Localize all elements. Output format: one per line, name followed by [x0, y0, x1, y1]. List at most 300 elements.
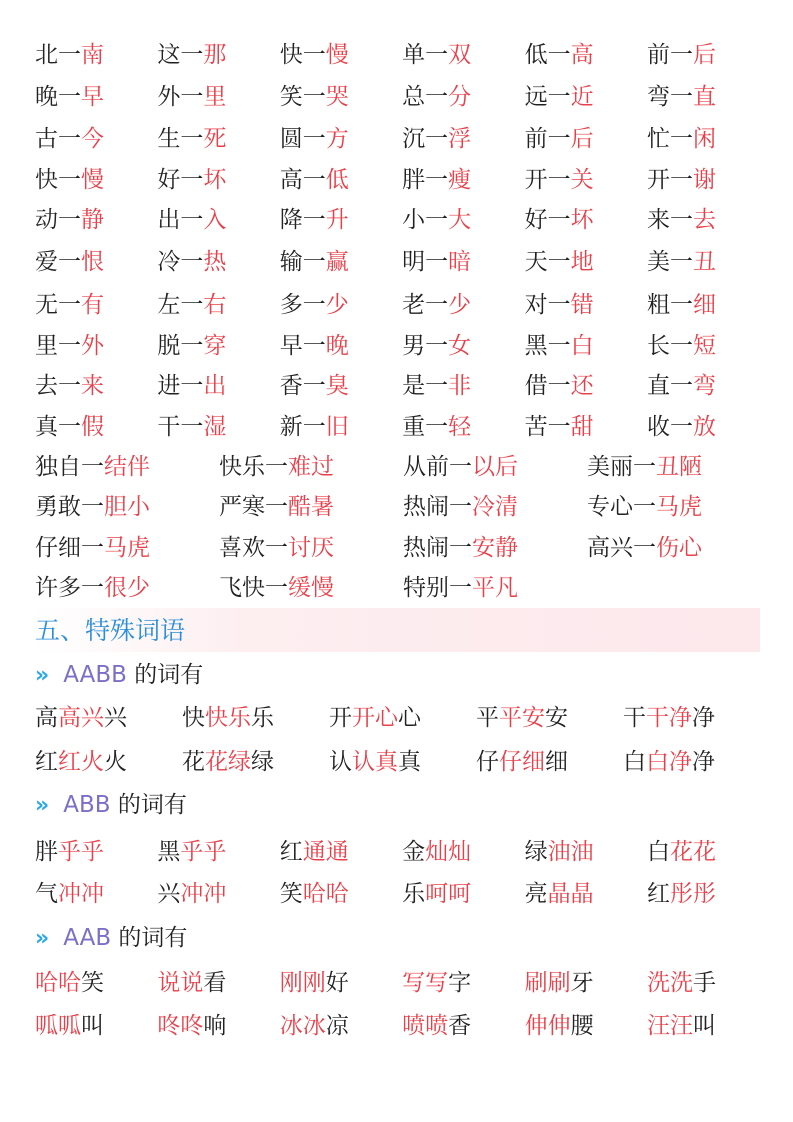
- base-text: 这一: [157, 42, 204, 68]
- word-item: [35, 492, 219, 522]
- word-item: [280, 412, 402, 442]
- word-item: [329, 747, 476, 777]
- base-text: 牙: [570, 970, 594, 996]
- highlight-text: 通通: [302, 839, 349, 865]
- base-text: 乐: [402, 881, 426, 907]
- highlight-text: 谢: [692, 167, 716, 193]
- base-text: 热闹一: [403, 494, 472, 520]
- word-item: [402, 1011, 524, 1041]
- pattern-label: AABB: [63, 662, 127, 688]
- word-item: [402, 371, 524, 401]
- highlight-text: 晶晶: [547, 881, 594, 907]
- word-item: [280, 82, 402, 112]
- chevron-icon: »: [35, 926, 50, 951]
- base-text: 亮: [524, 881, 548, 907]
- word-item: [402, 879, 524, 909]
- base-text: 胖一: [402, 167, 449, 193]
- base-text: 降一: [279, 207, 326, 233]
- word-item: [525, 1011, 647, 1041]
- base-text: 收一: [646, 414, 693, 440]
- word-item: [402, 331, 524, 361]
- word-item: [329, 703, 476, 733]
- word-item: [647, 331, 769, 361]
- word-item: [280, 290, 402, 320]
- base-text: 高兴一: [587, 535, 656, 561]
- highlight-text: 很少: [104, 575, 150, 601]
- word-row: [35, 879, 769, 909]
- highlight-text: 乎乎: [180, 839, 227, 865]
- highlight-text: 刚刚: [279, 970, 326, 996]
- word-item: [157, 371, 279, 401]
- base-text: 快乐一: [219, 454, 288, 480]
- word-item: [647, 879, 769, 909]
- base-text: 字: [448, 970, 472, 996]
- base-text: 生一: [157, 126, 204, 152]
- highlight-text: 丑: [692, 249, 716, 275]
- highlight-text: 难过: [288, 454, 334, 480]
- word-row: [35, 124, 769, 154]
- word-item: [402, 205, 524, 235]
- word-item: [647, 290, 769, 320]
- base-text: 天一: [524, 249, 571, 275]
- base-text: 花: [182, 749, 205, 775]
- base-text: 单一: [402, 42, 449, 68]
- word-item: [280, 205, 402, 235]
- word-row: [35, 573, 587, 603]
- word-item: [157, 82, 279, 112]
- base-text: 高: [35, 705, 58, 731]
- highlight-text: 细: [692, 292, 716, 318]
- word-item: [157, 1011, 279, 1041]
- word-row: [35, 82, 769, 112]
- highlight-text: 错: [570, 292, 594, 318]
- base-text: 手: [692, 970, 716, 996]
- word-item: [157, 124, 279, 154]
- word-item: [280, 165, 402, 195]
- highlight-text: 直: [692, 84, 716, 110]
- highlight-text: 冰冰: [279, 1013, 326, 1039]
- base-text: 真: [398, 749, 421, 775]
- base-text: 新一: [279, 414, 326, 440]
- word-item: [525, 371, 647, 401]
- base-text: 独自一: [35, 454, 104, 480]
- base-text: 小一: [402, 207, 449, 233]
- word-item: [402, 837, 524, 867]
- highlight-text: 以后: [472, 454, 518, 480]
- base-text: 沉一: [402, 126, 449, 152]
- highlight-text: 红火: [58, 749, 104, 775]
- word-item: [402, 40, 524, 70]
- word-item: [35, 40, 157, 70]
- highlight-text: 油油: [547, 839, 594, 865]
- base-text: 凉: [325, 1013, 349, 1039]
- base-text: 响: [203, 1013, 227, 1039]
- word-item: [403, 573, 587, 603]
- word-item: [35, 247, 157, 277]
- word-item: [35, 879, 157, 909]
- word-item: [402, 165, 524, 195]
- base-text: 总一: [402, 84, 449, 110]
- word-item: [35, 837, 157, 867]
- base-text: 乐: [251, 705, 274, 731]
- highlight-text: 非: [448, 373, 472, 399]
- word-item: [157, 205, 279, 235]
- word-item: [157, 879, 279, 909]
- word-item: [647, 837, 769, 867]
- base-text: 黑: [157, 839, 181, 865]
- highlight-text: 伸伸: [524, 1013, 571, 1039]
- word-item: [647, 82, 769, 112]
- base-text: 圆一: [279, 126, 326, 152]
- base-text: 快: [182, 705, 205, 731]
- word-row: [35, 492, 771, 522]
- word-item: [403, 492, 587, 522]
- word-item: [35, 205, 157, 235]
- highlight-text: 出: [203, 373, 227, 399]
- highlight-text: 甜: [570, 414, 594, 440]
- base-text: 粗一: [646, 292, 693, 318]
- word-row: [35, 533, 771, 563]
- word-item: [280, 124, 402, 154]
- highlight-text: 死: [203, 126, 227, 152]
- base-text: 绿: [251, 749, 274, 775]
- highlight-text: 去: [692, 207, 716, 233]
- base-text: 北一: [35, 42, 81, 68]
- highlight-text: 结伴: [104, 454, 150, 480]
- highlight-text: 讨厌: [288, 535, 334, 561]
- base-text: 多一: [279, 292, 326, 318]
- highlight-text: 咚咚: [157, 1013, 204, 1039]
- word-row: [35, 371, 769, 401]
- highlight-text: 平安: [499, 705, 545, 731]
- highlight-text: 洗洗: [646, 970, 693, 996]
- highlight-text: 慢: [325, 42, 349, 68]
- highlight-text: 白净: [646, 749, 692, 775]
- base-text: 好一: [524, 207, 571, 233]
- base-text: 对一: [524, 292, 571, 318]
- base-text: 净: [692, 705, 715, 731]
- word-item: [35, 573, 219, 603]
- word-item: [219, 492, 403, 522]
- highlight-text: 穿: [203, 333, 227, 359]
- base-text: 许多一: [35, 575, 104, 601]
- base-text: 重一: [402, 414, 449, 440]
- base-text: 古一: [35, 126, 81, 152]
- word-row: [35, 331, 769, 361]
- highlight-text: 哈哈: [35, 970, 81, 996]
- base-text: 高一: [279, 167, 326, 193]
- highlight-text: 花绿: [205, 749, 251, 775]
- highlight-text: 分: [448, 84, 472, 110]
- highlight-text: 安静: [472, 535, 518, 561]
- word-item: [219, 452, 403, 482]
- subsection-header: [35, 790, 187, 821]
- highlight-text: 臭: [325, 373, 349, 399]
- word-item: [35, 331, 157, 361]
- highlight-text: 彤彤: [669, 881, 716, 907]
- highlight-text: 汪汪: [646, 1013, 693, 1039]
- base-text: 细: [545, 749, 568, 775]
- word-item: [525, 40, 647, 70]
- base-text: 开一: [646, 167, 693, 193]
- word-item: [402, 82, 524, 112]
- subsection-header: [35, 660, 203, 691]
- highlight-text: 花花: [669, 839, 716, 865]
- base-text: 红: [646, 881, 670, 907]
- word-item: [525, 837, 647, 867]
- base-text: 来一: [646, 207, 693, 233]
- highlight-text: 伤心: [656, 535, 702, 561]
- highlight-text: 后: [570, 126, 594, 152]
- base-text: 借一: [524, 373, 571, 399]
- word-item: [280, 331, 402, 361]
- base-text: 净: [692, 749, 715, 775]
- highlight-text: 低: [325, 167, 349, 193]
- base-text: 输一: [279, 249, 326, 275]
- base-text: 笑: [279, 881, 303, 907]
- highlight-text: 开心: [352, 705, 398, 731]
- highlight-text: 酷暑: [288, 494, 334, 520]
- base-text: 冷一: [157, 249, 204, 275]
- highlight-text: 呱呱: [35, 1013, 81, 1039]
- base-text: 认: [329, 749, 352, 775]
- highlight-text: 假: [81, 414, 104, 440]
- word-item: [525, 290, 647, 320]
- word-item: [182, 703, 329, 733]
- highlight-text: 坏: [203, 167, 227, 193]
- word-item: [157, 837, 279, 867]
- word-row: [35, 747, 770, 777]
- word-item: [280, 1011, 402, 1041]
- base-text: 美丽一: [587, 454, 656, 480]
- word-row: [35, 290, 769, 320]
- word-item: [35, 412, 157, 442]
- highlight-text: 南: [81, 42, 104, 68]
- word-item: [647, 247, 769, 277]
- word-item: [157, 40, 279, 70]
- highlight-text: 丑陋: [656, 454, 702, 480]
- pattern-label: ABB: [63, 792, 111, 818]
- base-text: 仔细一: [35, 535, 104, 561]
- word-item: [525, 165, 647, 195]
- chevron-icon: »: [35, 663, 50, 688]
- word-item: [623, 747, 770, 777]
- highlight-text: 热: [203, 249, 227, 275]
- highlight-text: 后: [692, 42, 716, 68]
- highlight-text: 冲冲: [180, 881, 227, 907]
- word-row: [35, 40, 769, 70]
- base-text: 弯一: [646, 84, 693, 110]
- word-item: [157, 412, 279, 442]
- base-text: 特别一: [403, 575, 472, 601]
- highlight-text: 胆小: [104, 494, 150, 520]
- word-item: [525, 124, 647, 154]
- base-text: 左一: [157, 292, 204, 318]
- base-text: 开: [329, 705, 352, 731]
- base-text: 明一: [402, 249, 449, 275]
- word-row: [35, 412, 769, 442]
- base-text: 男一: [402, 333, 449, 359]
- highlight-text: 干净: [646, 705, 692, 731]
- word-row: [35, 247, 769, 277]
- base-text: 晚一: [35, 84, 81, 110]
- highlight-text: 赢: [325, 249, 349, 275]
- highlight-text: 平凡: [472, 575, 518, 601]
- base-text: 绿: [524, 839, 548, 865]
- base-text: 白: [623, 749, 646, 775]
- word-row: [35, 205, 769, 235]
- subsection-suffix: 的词有: [126, 662, 204, 688]
- highlight-text: 今: [81, 126, 104, 152]
- word-item: [280, 968, 402, 998]
- word-item: [476, 747, 623, 777]
- word-item: [280, 879, 402, 909]
- word-item: [35, 371, 157, 401]
- highlight-text: 还: [570, 373, 594, 399]
- base-text: 叫: [81, 1013, 104, 1039]
- word-item: [182, 747, 329, 777]
- word-item: [157, 331, 279, 361]
- highlight-text: 地: [570, 249, 594, 275]
- word-item: [587, 452, 771, 482]
- base-text: 心: [398, 705, 421, 731]
- highlight-text: 快乐: [205, 705, 251, 731]
- highlight-text: 大: [448, 207, 472, 233]
- word-item: [35, 290, 157, 320]
- word-item: [157, 290, 279, 320]
- highlight-text: 入: [203, 207, 227, 233]
- word-item: [525, 879, 647, 909]
- base-text: 气: [35, 881, 58, 907]
- word-item: [157, 968, 279, 998]
- base-text: 外一: [157, 84, 204, 110]
- base-text: 动一: [35, 207, 81, 233]
- highlight-text: 静: [81, 207, 104, 233]
- word-item: [35, 1011, 157, 1041]
- word-item: [403, 452, 587, 482]
- word-item: [35, 124, 157, 154]
- subsection-suffix: 的词有: [110, 792, 187, 818]
- word-item: [280, 837, 402, 867]
- word-row: [35, 837, 769, 867]
- highlight-text: 白: [570, 333, 594, 359]
- base-text: 安: [545, 705, 568, 731]
- base-text: 快一: [35, 167, 81, 193]
- word-item: [280, 247, 402, 277]
- highlight-text: 瘦: [448, 167, 472, 193]
- word-item: [647, 1011, 769, 1041]
- word-item: [647, 124, 769, 154]
- highlight-text: 放: [692, 414, 716, 440]
- highlight-text: 来: [81, 373, 104, 399]
- word-item: [647, 412, 769, 442]
- word-item: [525, 205, 647, 235]
- base-text: 仔: [476, 749, 499, 775]
- word-item: [35, 747, 182, 777]
- highlight-text: 高兴: [58, 705, 104, 731]
- word-item: [525, 412, 647, 442]
- highlight-text: 暗: [448, 249, 472, 275]
- word-item: [35, 165, 157, 195]
- base-text: 干一: [157, 414, 204, 440]
- base-text: 腰: [570, 1013, 594, 1039]
- highlight-text: 双: [448, 42, 472, 68]
- word-item: [525, 968, 647, 998]
- base-text: 严寒一: [219, 494, 288, 520]
- base-text: 开一: [524, 167, 571, 193]
- word-item: [402, 968, 524, 998]
- word-item: [525, 247, 647, 277]
- highlight-text: 哈哈: [302, 881, 349, 907]
- base-text: 干: [623, 705, 646, 731]
- base-text: 飞快一: [219, 575, 288, 601]
- highlight-text: 少: [325, 292, 349, 318]
- base-text: 忙一: [646, 126, 693, 152]
- highlight-text: 马虎: [656, 494, 702, 520]
- word-item: [157, 165, 279, 195]
- base-text: 火: [104, 749, 127, 775]
- highlight-text: 右: [203, 292, 227, 318]
- base-text: 前一: [646, 42, 693, 68]
- base-text: 兴: [104, 705, 127, 731]
- base-text: 低一: [524, 42, 571, 68]
- word-item: [647, 371, 769, 401]
- word-item: [525, 331, 647, 361]
- highlight-text: 认真: [352, 749, 398, 775]
- base-text: 胖: [35, 839, 58, 865]
- highlight-text: 冷清: [472, 494, 518, 520]
- base-text: 白: [646, 839, 670, 865]
- highlight-text: 写写: [402, 970, 449, 996]
- base-text: 美一: [646, 249, 693, 275]
- highlight-text: 慢: [81, 167, 104, 193]
- highlight-text: 喷喷: [402, 1013, 449, 1039]
- highlight-text: 刷刷: [524, 970, 571, 996]
- word-item: [647, 165, 769, 195]
- base-text: 平: [476, 705, 499, 731]
- word-item: [587, 533, 771, 563]
- base-text: 叫: [692, 1013, 716, 1039]
- word-item: [476, 703, 623, 733]
- word-item: [402, 247, 524, 277]
- base-text: 老一: [402, 292, 449, 318]
- base-text: 进一: [157, 373, 204, 399]
- word-item: [35, 703, 182, 733]
- base-text: 爱一: [35, 249, 81, 275]
- base-text: 笑: [81, 970, 104, 996]
- base-text: 远一: [524, 84, 571, 110]
- base-text: 好: [325, 970, 349, 996]
- word-item: [219, 573, 403, 603]
- word-item: [35, 82, 157, 112]
- word-item: [623, 703, 770, 733]
- highlight-text: 说说: [157, 970, 204, 996]
- base-text: 快一: [279, 42, 326, 68]
- word-item: [219, 533, 403, 563]
- base-text: 红: [35, 749, 58, 775]
- highlight-text: 弯: [692, 373, 716, 399]
- highlight-text: 那: [203, 42, 227, 68]
- subsection-header: [35, 923, 187, 954]
- word-item: [647, 968, 769, 998]
- base-text: 勇敢一: [35, 494, 104, 520]
- highlight-text: 灿灿: [425, 839, 472, 865]
- base-text: 从前一: [403, 454, 472, 480]
- base-text: 无一: [35, 292, 81, 318]
- word-item: [402, 290, 524, 320]
- base-text: 苦一: [524, 414, 571, 440]
- word-item: [403, 533, 587, 563]
